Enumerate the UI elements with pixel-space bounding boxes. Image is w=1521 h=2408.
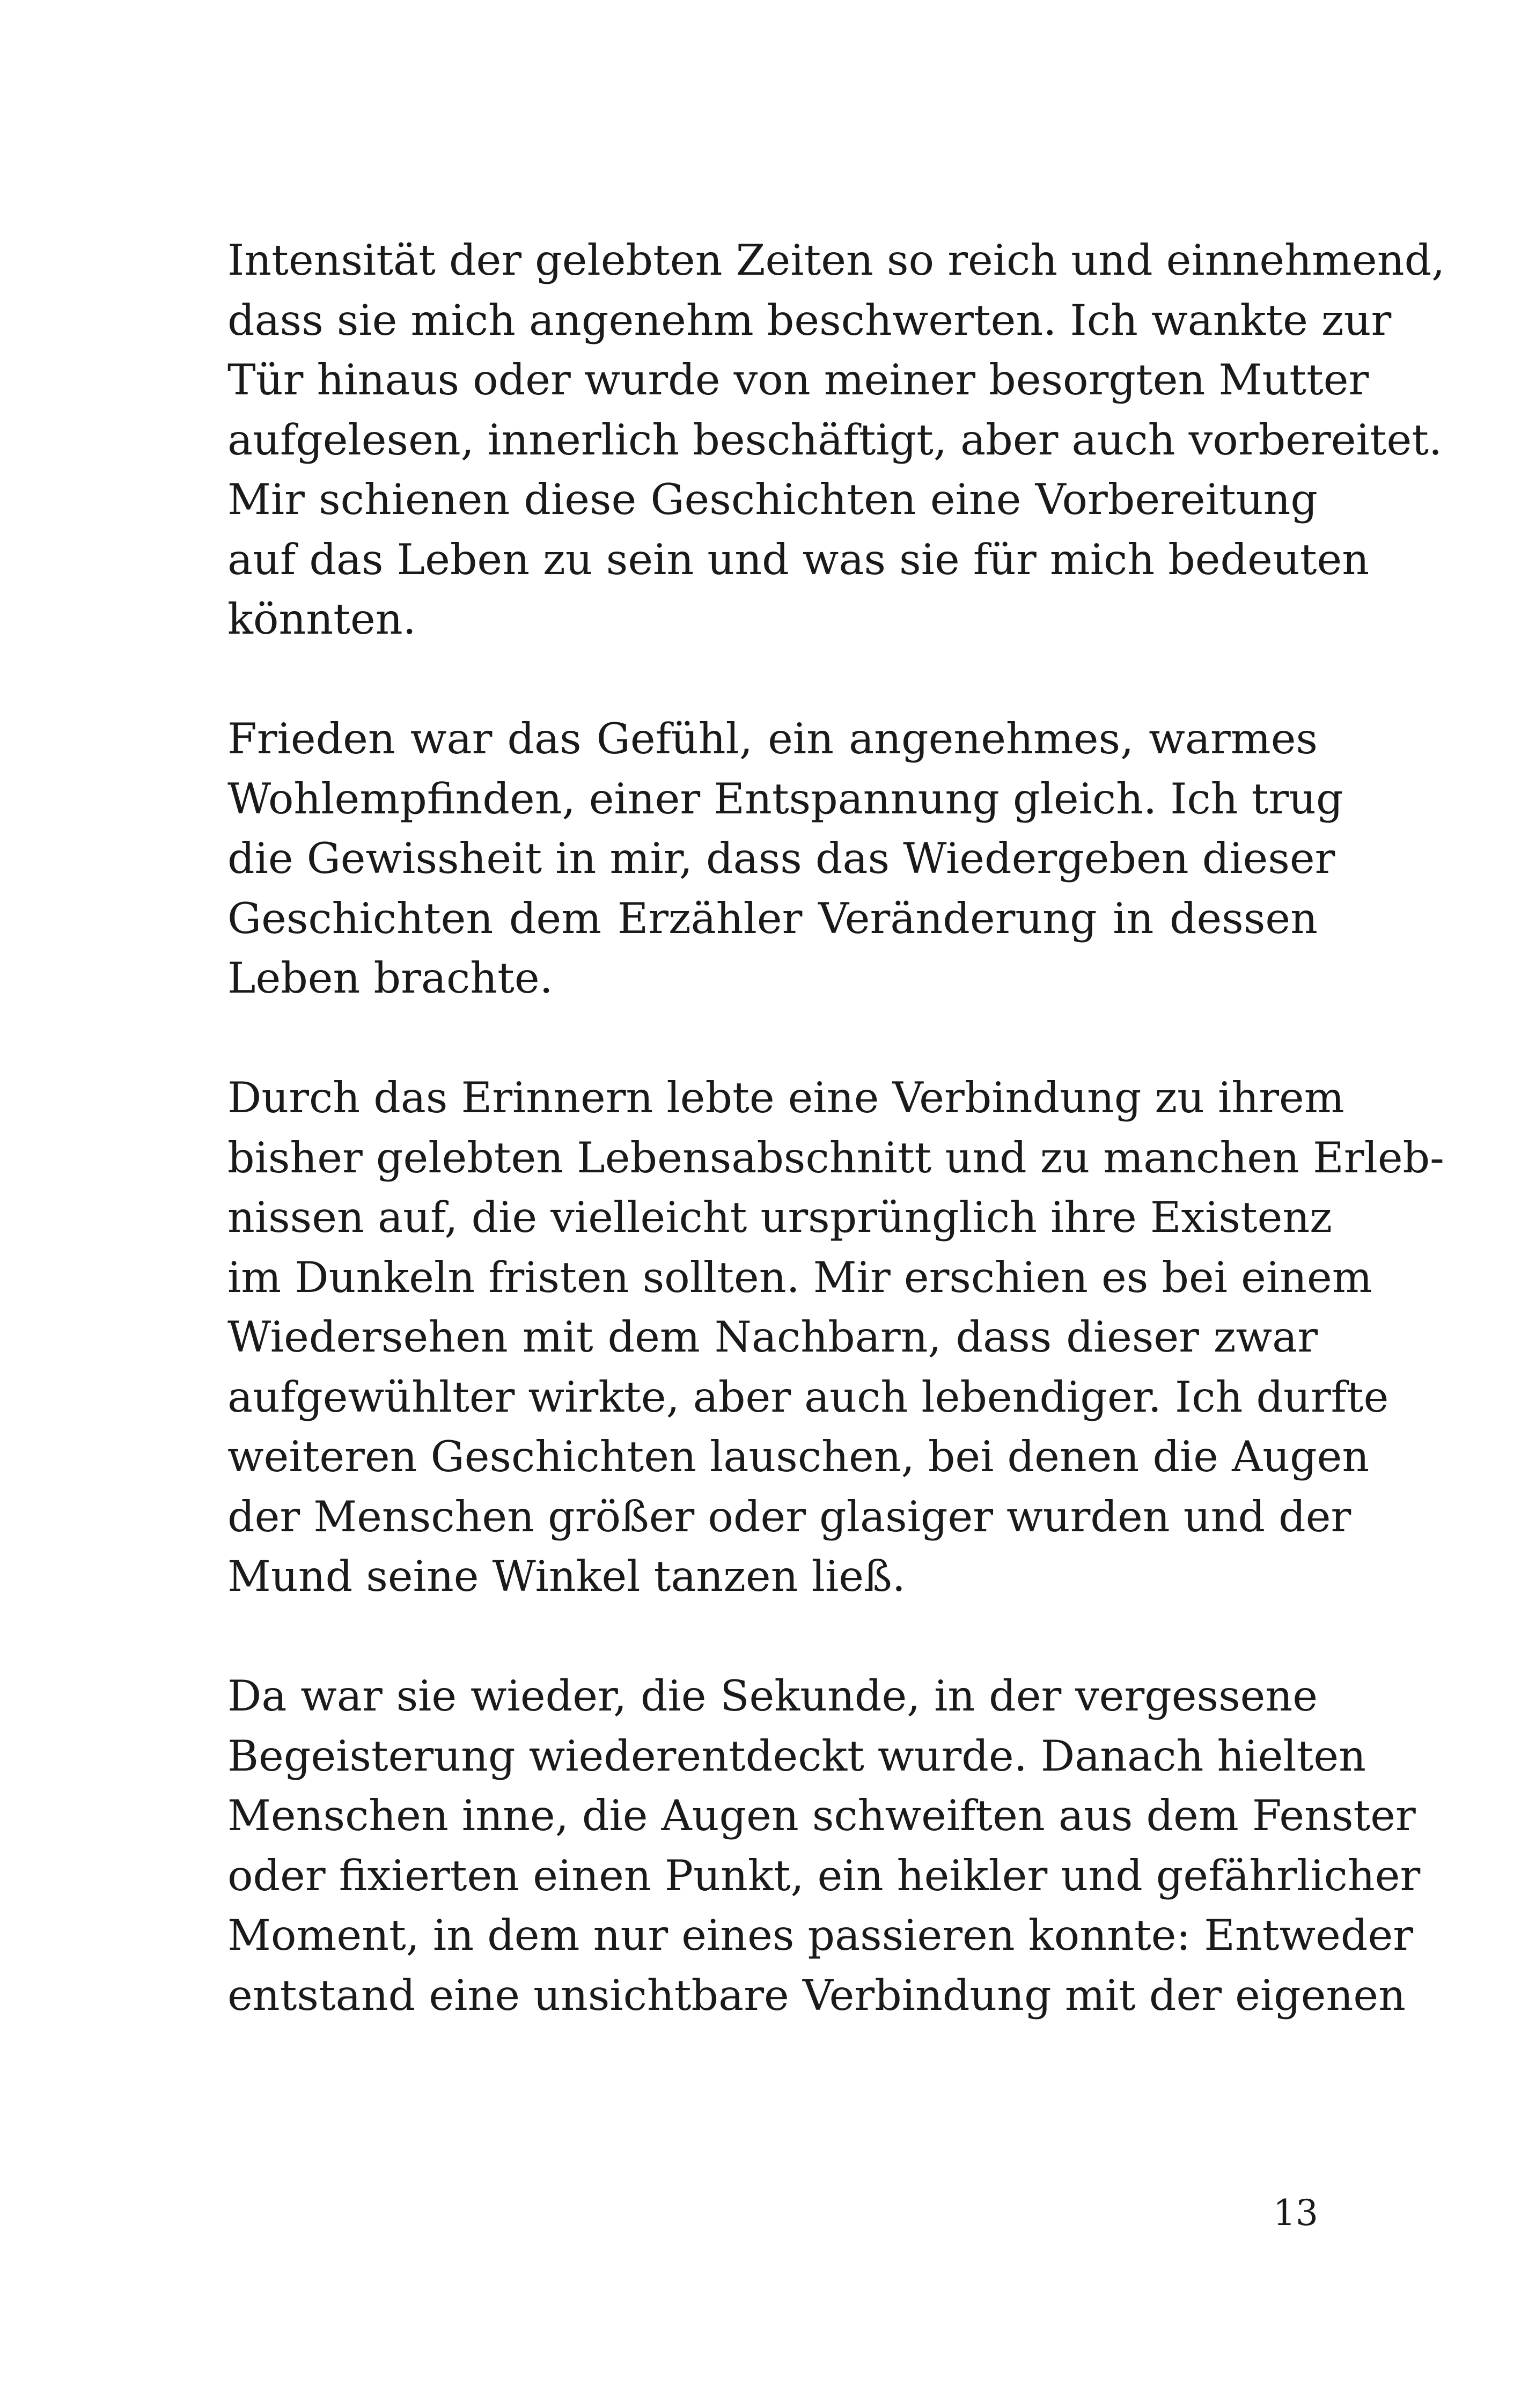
text-line: Tür hinaus oder wurde von meiner besorgten Mutter — [227, 355, 1369, 405]
text-line: Intensität der gelebten Zeiten so reich und einnehmend, — [227, 236, 1445, 285]
text-line: Geschichten dem Erzähler Veränderung in dessen — [227, 893, 1318, 943]
text-line: Mund seine Winkel tanzen ließ. — [227, 1552, 906, 1601]
page-number: 13 — [1273, 2192, 1318, 2234]
text-line: bisher gelebten Lebensabschnitt und zu manchen Erleb- — [227, 1133, 1444, 1183]
text-line: Leben brachte. — [227, 953, 553, 1003]
text-line: dass sie mich angenehm beschwerten. Ich wankte zur — [227, 295, 1392, 345]
paragraph — [227, 231, 1445, 650]
paragraph — [227, 1068, 1444, 1607]
text-line: nissen auf, die vielleicht ursprünglich ihre Existenz — [227, 1193, 1332, 1242]
body-text — [227, 231, 1445, 2086]
text-line: Moment, in dem nur eines passieren konnte: Entweder — [227, 1911, 1413, 1960]
text-line: weiteren Geschichten lauschen, bei denen die Augen — [227, 1432, 1370, 1481]
text-line: Wohlempfinden, einer Entspannung gleich. Ich trug — [227, 774, 1343, 824]
text-line: Durch das Erinnern lebte eine Verbindung zu ihrem — [227, 1073, 1344, 1122]
text-line: Begeisterung wiederentdeckt wurde. Danach hielten — [227, 1731, 1366, 1781]
text-line: aufgewühlter wirkte, aber auch lebendiger. Ich durfte — [227, 1372, 1389, 1422]
text-line: Frieden war das Gefühl, ein angenehmes, warmes — [227, 714, 1318, 763]
text-line: könnten. — [227, 594, 416, 644]
text-line: im Dunkeln fristen sollten. Mir erschien es bei einem — [227, 1252, 1372, 1302]
text-line: Mir schienen diese Geschichten eine Vorbereitung — [227, 475, 1318, 524]
text-line: entstand eine unsichtbare Verbindung mit der eigenen — [227, 1970, 1406, 2020]
paragraph — [227, 709, 1343, 1009]
text-line: der Menschen größer oder glasiger wurden und der — [227, 1492, 1351, 1541]
paragraph — [227, 1666, 1421, 2025]
text-line: auf das Leben zu sein und was sie für mich bedeuten — [227, 534, 1370, 584]
text-line: oder fixierten einen Punkt, ein heikler und gefährlicher — [227, 1851, 1421, 1900]
text-line: die Gewissheit in mir, dass das Wiedergeben dieser — [227, 834, 1335, 883]
text-line: Wiedersehen mit dem Nachbarn, dass dieser zwar — [227, 1312, 1318, 1362]
text-line: aufgelesen, innerlich beschäftigt, aber auch vorbereitet. — [227, 415, 1443, 465]
text-line: Menschen inne, die Augen schweiften aus dem Fenster — [227, 1791, 1416, 1840]
text-line: Da war sie wieder, die Sekunde, in der vergessene — [227, 1671, 1318, 1721]
